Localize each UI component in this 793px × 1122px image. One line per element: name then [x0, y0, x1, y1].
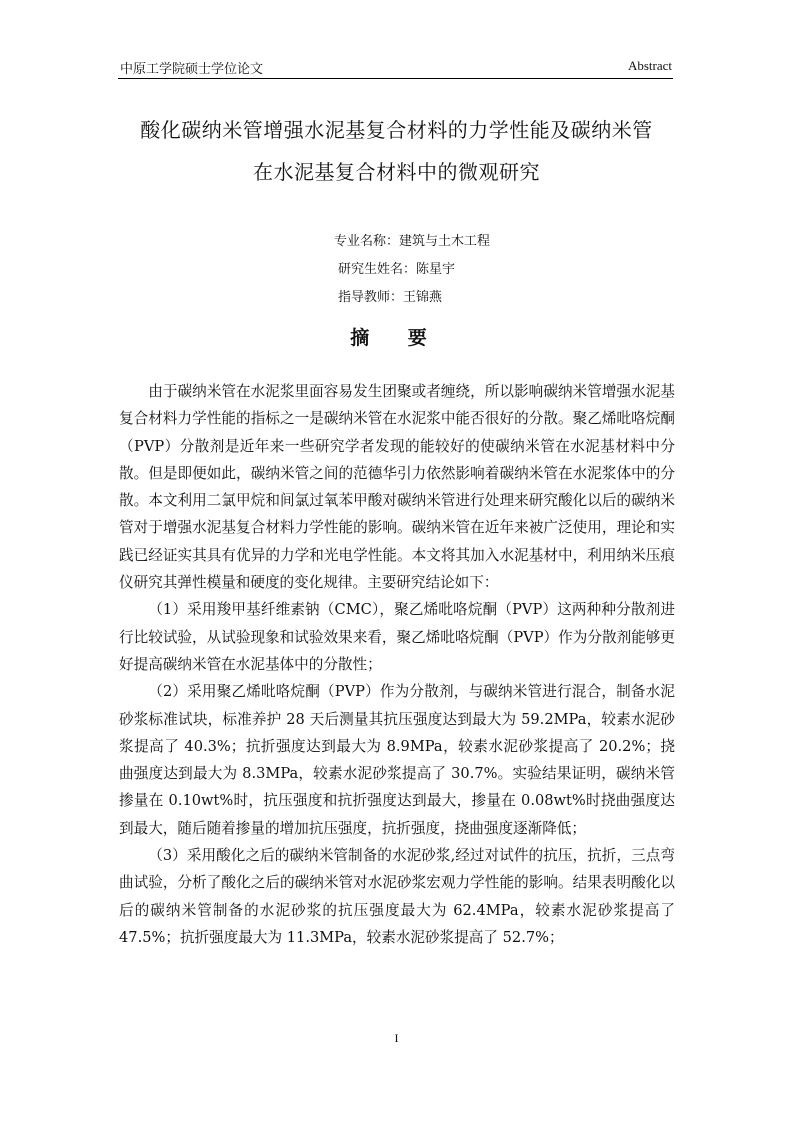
major-name: 专业名称：建筑与土木工程: [334, 234, 491, 249]
abstract-paragraph: 由于碳纳米管在水泥浆里面容易发生团聚或者缠绕，所以影响碳纳米管增强水泥基复合材料力学性能的指标之一是碳纳米管在水泥浆中能否很好的分散。聚乙烯吡咯烷酮（PVP）分散剂是近年来一些研究学者发现的能较好的使碳纳米管在水泥基材料中分散。但是即便如此，碳纳米管之间的范德华引力依然影响着碳纳米管在水泥浆体中的分散。本文利用二氯甲烷和间氯过氧苯甲酸对碳纳米管进行处理来研究酸化以后的碳纳米管对于增强水泥基复合材料力学性能的影响。碳纳米管在近年来被广泛使用，理论和实践已经证实其具有优异的力学和光电学性能。本文将其加入水泥基材中，利用纳米压痕仪研究其弹性模量和硬度的变化规律。主要研究结论如下：: [119, 383, 675, 592]
header-divider: [118, 78, 673, 79]
abstract-paragraph: （2）采用聚乙烯吡咯烷酮（PVP）作为分散剂，与碳纳米管进行混合，制备水泥砂浆标准试块，标准养护 28 天后测量其抗压强度达到最大为 59.2MPa，较素水泥砂浆提高了 40.3%；抗折强度达到最大为 8.9MPa，较素水泥砂浆提高了 20.2%；挠曲强度达到最大为 8.3MPa，较素水泥砂浆提高了 30.7%。实验结果证明，碳纳米管掺量在 0.10wt%时，抗压强度和抗折强度达到最大，掺量在 0.08wt%时挠曲强度达到最大，随后随着掺量的增加抗压强度，抗折强度，挠曲强度逐渐降低；: [119, 683, 675, 837]
abstract-body: [119, 378, 675, 951]
thesis-title-line-1: 酸化碳纳米管增强水泥基复合材料的力学性能及碳纳米管: [140, 118, 653, 142]
running-header-left: 中原工学院硕士学位论文: [120, 62, 264, 77]
abstract-paragraph: （1）采用羧甲基纤维素钠（CMC），聚乙烯吡咯烷酮（PVP）这两种种分散剂进行比较试验，从试验现象和试验效果来看，聚乙烯吡咯烷酮（PVP）作为分散剂能够更好提高碳纳米管在水泥基体中的分散性；: [119, 601, 675, 673]
abstract-paragraph: （3）采用酸化之后的碳纳米管制备的水泥砂浆,经过对试件的抗压，抗折，三点弯曲试验，分析了酸化之后的碳纳米管对水泥砂浆宏观力学性能的影响。结果表明酸化以后的碳纳米管制备的水泥砂浆的抗压强度最大为 62.4MPa，较素水泥砂浆提高了 47.5%；抗折强度最大为 11.3MPa，较素水泥砂浆提高了 52.7%；: [119, 847, 675, 946]
page-number: I: [394, 1031, 399, 1045]
running-header-right: Abstract: [627, 58, 672, 73]
thesis-title-line-2: 在水泥基复合材料中的微观研究: [253, 160, 540, 184]
advisor-name: 指导教师：王锦燕: [338, 290, 443, 305]
abstract-heading: 摘 要: [350, 327, 443, 349]
student-name: 研究生姓名：陈星宇: [338, 262, 456, 277]
